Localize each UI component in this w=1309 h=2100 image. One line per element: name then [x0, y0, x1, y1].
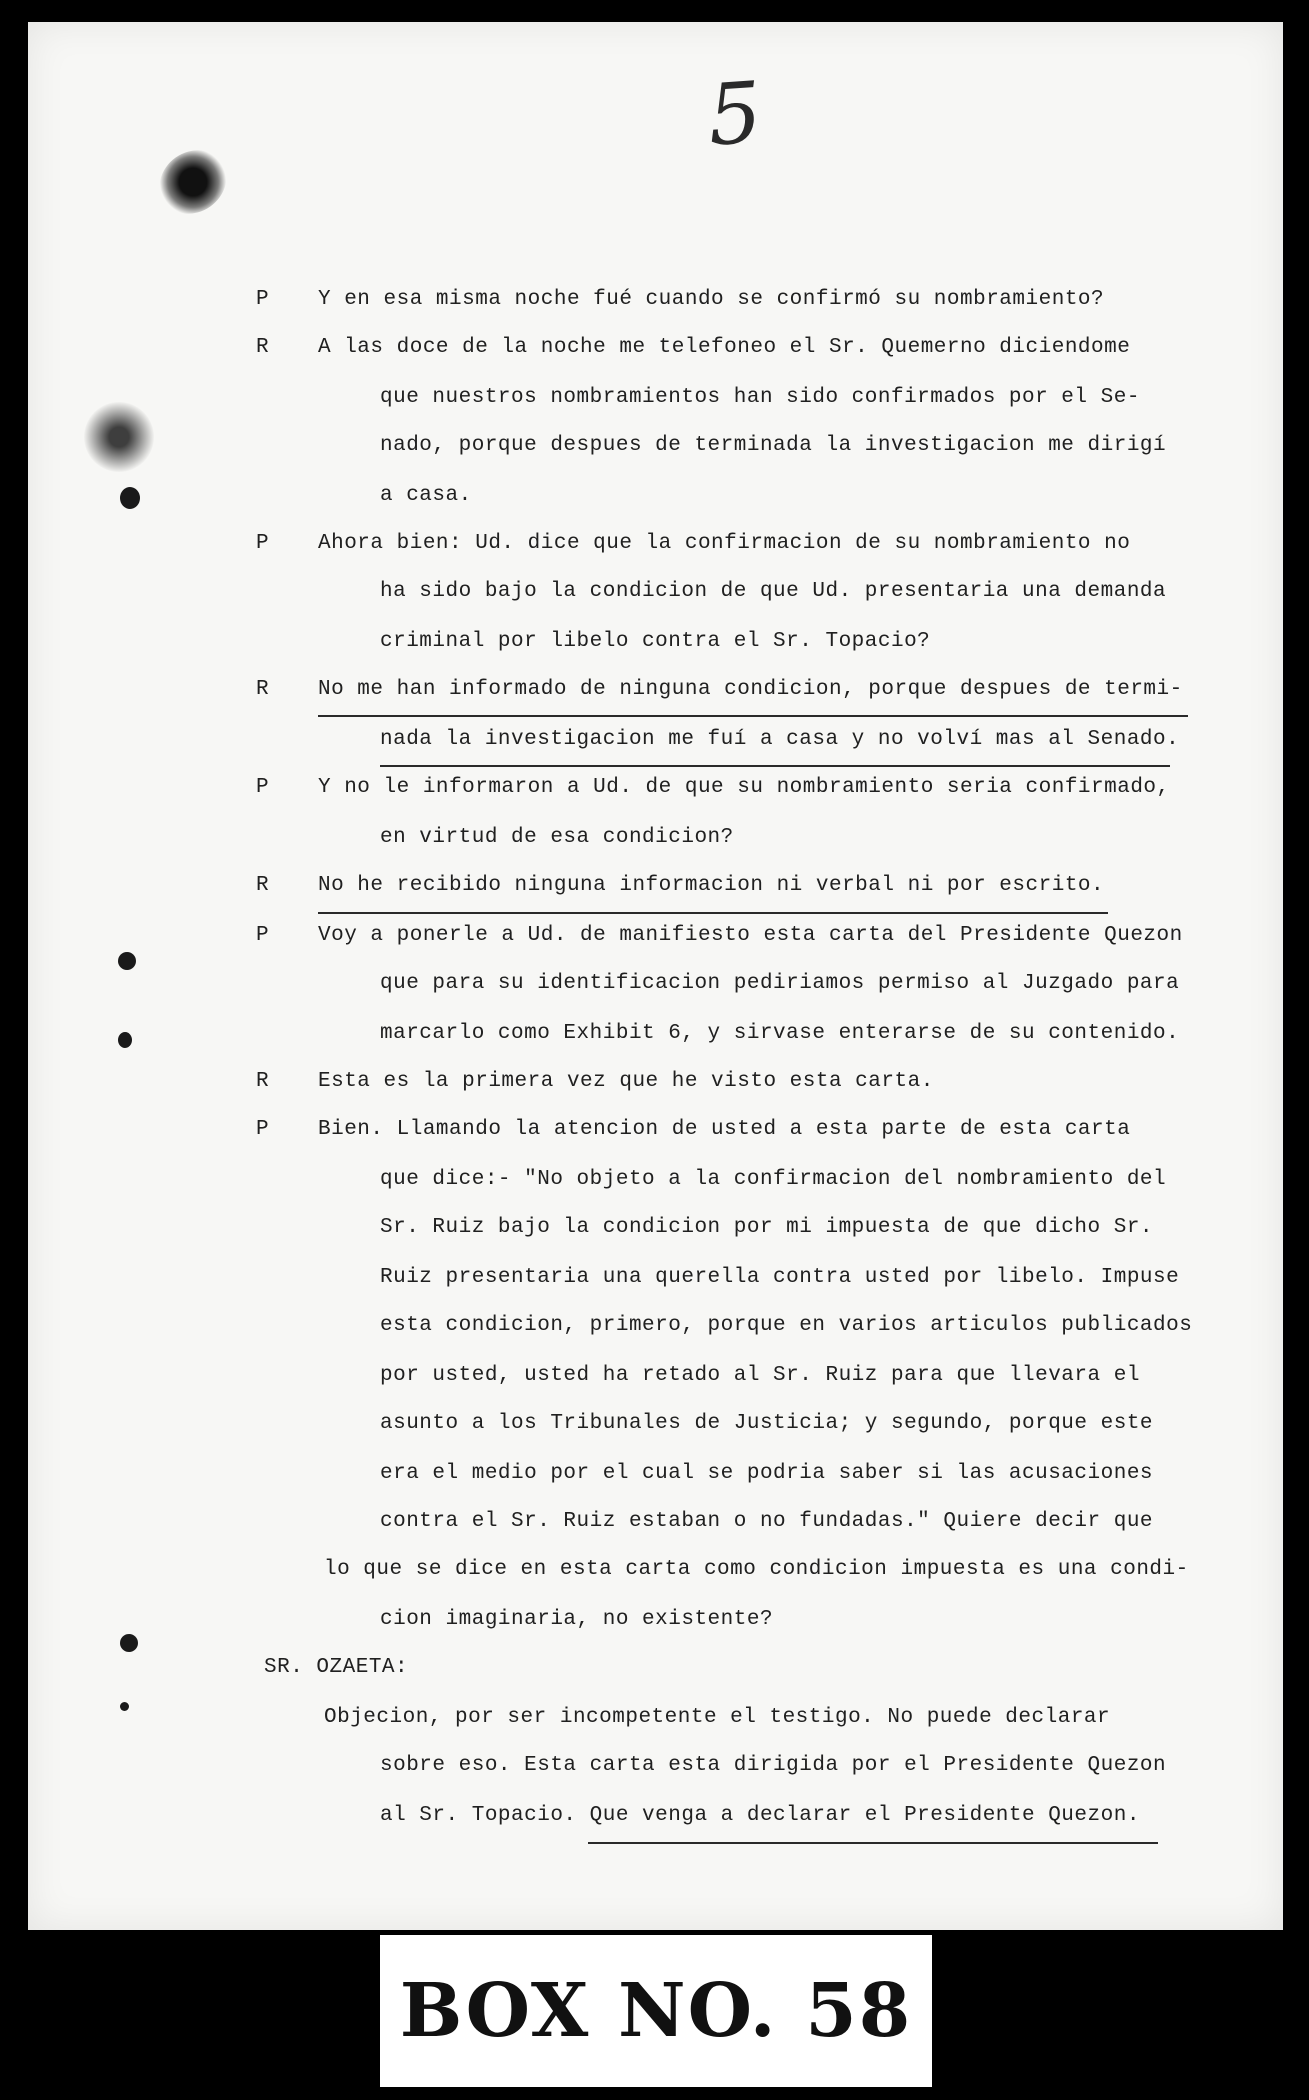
- transcript-line: Objecion, por ser incompetente el testigo. No puede declarar: [324, 1706, 1111, 1729]
- transcript-line: contra el Sr. Ruiz estaban o no fundadas." Quiere decir que: [380, 1510, 1154, 1533]
- transcript-line: esta condicion, primero, porque en varios articulos publicados: [380, 1314, 1193, 1337]
- transcript-line: Y no le informaron a Ud. de que su nombramiento seria confirmado,: [318, 776, 1170, 799]
- box-number-text: BOX NO. 58: [399, 1968, 913, 2054]
- punch-hole-mark: [118, 952, 136, 970]
- transcript-line: lo que se dice en esta carta como condicion impuesta es una condi-: [324, 1558, 1189, 1581]
- punch-hole-mark: [120, 487, 140, 509]
- transcript-line: sobre eso. Esta carta esta dirigida por el Presidente Quezon: [380, 1754, 1167, 1777]
- transcript-line: Esta es la primera vez que he visto esta carta.: [318, 1070, 934, 1093]
- underline-rule: [318, 715, 1188, 717]
- punch-hole-mark: [120, 1634, 138, 1652]
- transcript-line: criminal por libelo contra el Sr. Topacio?: [380, 630, 931, 653]
- transcript-line: Bien. Llamando la atencion de usted a esta parte de esta carta: [318, 1118, 1131, 1141]
- transcript-line: Y en esa misma noche fué cuando se confirmó su nombramiento?: [318, 288, 1105, 311]
- transcript-line: a casa.: [380, 484, 472, 507]
- underline-rule: [380, 765, 1170, 767]
- transcript-line: era el medio por el cual se podria saber si las acusaciones: [380, 1462, 1154, 1485]
- underline-rule: [588, 1842, 1158, 1844]
- box-number-label: [380, 1935, 932, 2087]
- transcript-line: nado, porque despues de terminada la investigacion me dirigí: [380, 434, 1167, 457]
- speaker-marker: P: [256, 924, 269, 947]
- transcript-line: Ruiz presentaria una querella contra usted por libelo. Impuse: [380, 1266, 1180, 1289]
- transcript-line-underlined: No me han informado de ninguna condicion, porque despues de termi-: [318, 678, 1183, 701]
- speaker-marker: R: [256, 874, 269, 897]
- transcript-line: Sr. Ruiz bajo la condicion por mi impuesta de que dicho Sr.: [380, 1216, 1154, 1239]
- punch-hole-mark: [120, 1702, 129, 1711]
- speaker-marker: P: [256, 1118, 269, 1141]
- punch-hole-mark: [118, 1032, 132, 1048]
- transcript-line: A las doce de la noche me telefoneo el Sr. Quemerno diciendome: [318, 336, 1131, 359]
- transcript-line: Voy a ponerle a Ud. de manifiesto esta carta del Presidente Quezon: [318, 924, 1183, 947]
- speaker-heading: SR. OZAETA:: [264, 1656, 409, 1679]
- page-number: 5: [704, 63, 765, 165]
- transcript-line: que nuestros nombramientos han sido confirmados por el Se-: [380, 386, 1140, 409]
- transcript-line: asunto a los Tribunales de Justicia; y segundo, porque este: [380, 1412, 1154, 1435]
- transcript-line: ha sido bajo la condicion de que Ud. presentaria una demanda: [380, 580, 1167, 603]
- underline-rule: [318, 912, 1108, 914]
- transcript-line-underlined: al Sr. Topacio. Que venga a declarar el Presidente Quezon.: [380, 1804, 1140, 1827]
- transcript-line: por usted, usted ha retado al Sr. Ruiz para que llevara el: [380, 1364, 1140, 1387]
- transcript-line: cion imaginaria, no existente?: [380, 1608, 774, 1631]
- document-page: [28, 22, 1283, 1930]
- transcript-line: en virtud de esa condicion?: [380, 826, 734, 849]
- ink-smudge: [84, 402, 154, 472]
- speaker-marker: R: [256, 678, 269, 701]
- speaker-marker: P: [256, 776, 269, 799]
- speaker-marker: R: [256, 1070, 269, 1093]
- ink-smudge: [147, 137, 239, 226]
- transcript-line: Ahora bien: Ud. dice que la confirmacion de su nombramiento no: [318, 532, 1131, 555]
- speaker-marker: R: [256, 336, 269, 359]
- transcript-line: que para su identificacion pediriamos permiso al Juzgado para: [380, 972, 1180, 995]
- transcript-line: marcarlo como Exhibit 6, y sirvase enterarse de su contenido.: [380, 1022, 1180, 1045]
- speaker-marker: P: [256, 532, 269, 555]
- transcript-line-underlined: nada la investigacion me fuí a casa y no volví mas al Senado.: [380, 728, 1180, 751]
- speaker-marker: P: [256, 288, 269, 311]
- transcript-line: que dice:- "No objeto a la confirmacion del nombramiento del: [380, 1168, 1167, 1191]
- transcript-line-underlined: No he recibido ninguna informacion ni verbal ni por escrito.: [318, 874, 1105, 897]
